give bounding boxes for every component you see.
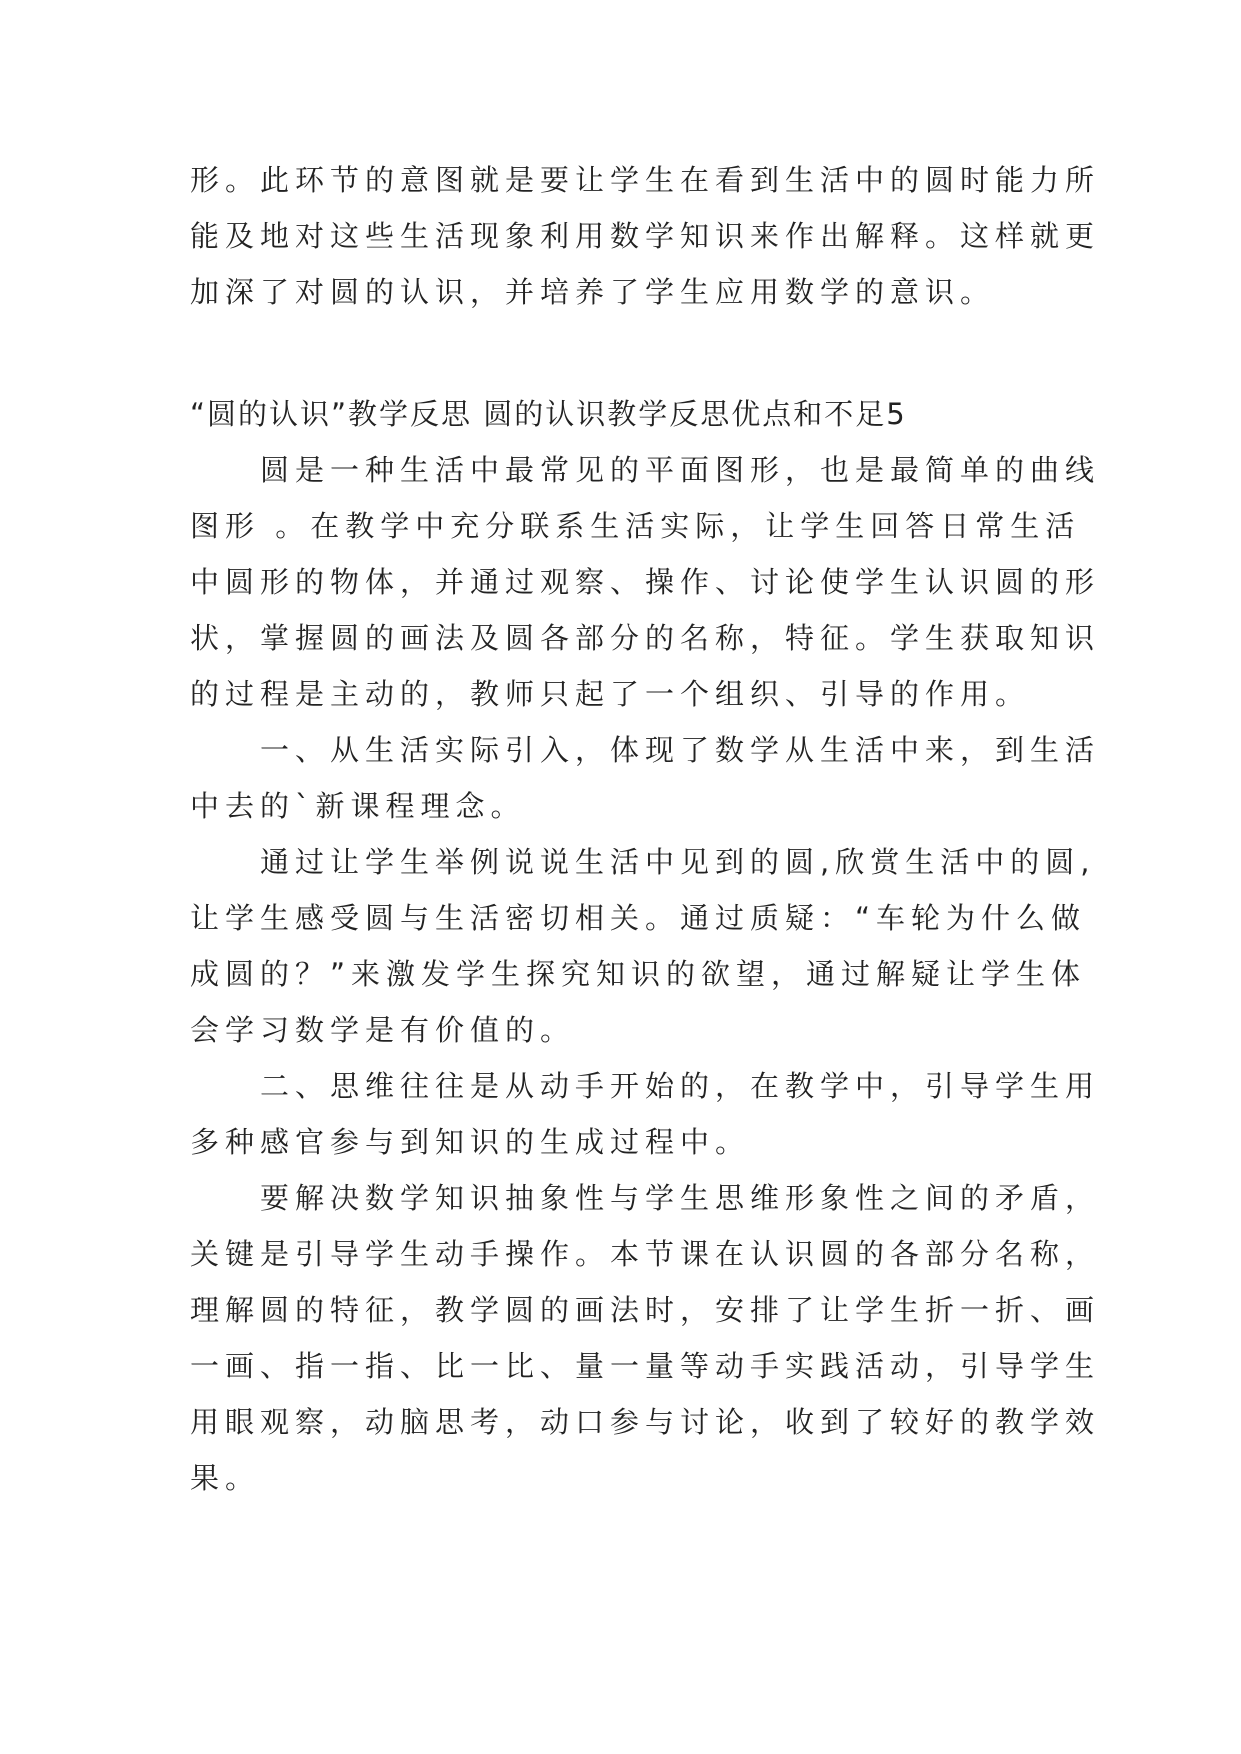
text-line: 一画、指一指、比一比、量一量等动手实践活动，引导学生: [190, 1349, 1101, 1383]
text-line: 的过程是主动的，教师只起了一个组织、引导的作用。: [190, 677, 1031, 711]
text-line: 二、思维往往是从动手开始的，在教学中，引导学生用: [190, 1069, 1101, 1103]
text-line: 理解圆的特征，教学圆的画法时，安排了让学生折一折、画: [190, 1293, 1101, 1327]
text-line: 圆是一种生活中最常见的平面图形，也是最简单的曲线: [190, 453, 1101, 487]
text-line: 会学习数学是有价值的。: [190, 1013, 576, 1047]
section-heading: “圆的认识”教学反思 圆的认识教学反思优点和不足5: [190, 397, 907, 431]
text-line: 让学生感受圆与生活密切相关。通过质疑：“车轮为什么做: [190, 901, 1087, 935]
intro-paragraph: [190, 152, 1101, 320]
body-text: [190, 442, 1101, 1506]
text-line: 多种感官参与到知识的生成过程中。: [190, 1125, 751, 1159]
text-line: 成圆的？”来激发学生探究知识的欲望，通过解疑让学生体: [190, 957, 1087, 991]
text-line: 图形 。在教学中充分联系生活实际，让学生回答日常生活: [190, 509, 1081, 543]
text-line: 果。: [190, 1461, 261, 1495]
text-line: 关键是引导学生动手操作。本节课在认识圆的各部分名称，: [190, 1237, 1101, 1271]
text-line: 用眼观察，动脑思考，动口参与讨论，收到了较好的教学效: [190, 1405, 1101, 1439]
text-line: 要解决数学知识抽象性与学生思维形象性之间的矛盾，: [190, 1181, 1101, 1215]
text-line: 通过让学生举例说说生活中见到的圆,欣赏生活中的圆,: [190, 845, 1096, 879]
text-line: 中圆形的物体，并通过观察、操作、讨论使学生认识圆的形: [190, 565, 1101, 599]
text-line: 加深了对圆的认识，并培养了学生应用数学的意识。: [190, 275, 996, 309]
text-line: 能及地对这些生活现象利用数学知识来作出解释。这样就更: [190, 219, 1101, 253]
text-line: 中去的`新课程理念。: [190, 789, 526, 823]
text-line: 形。此环节的意图就是要让学生在看到生活中的圆时能力所: [190, 163, 1101, 197]
text-line: 一、从生活实际引入，体现了数学从生活中来，到生活: [190, 733, 1101, 767]
text-line: 状，掌握圆的画法及圆各部分的名称，特征。学生获取知识: [190, 621, 1101, 655]
